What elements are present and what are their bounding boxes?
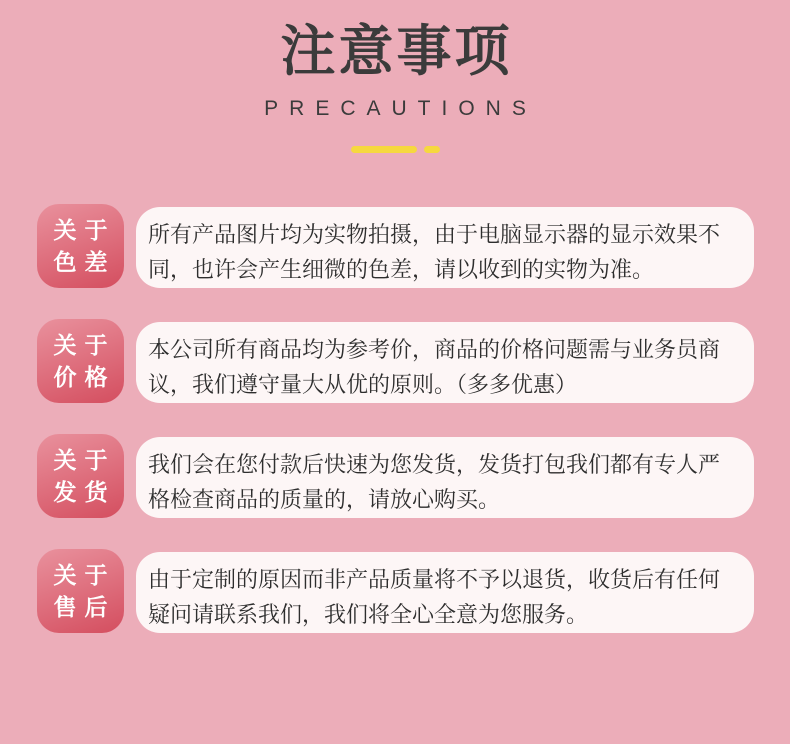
notice-item-pricing (0, 319, 790, 403)
notice-text: 本公司所有商品均为参考价，商品的价格问题需与业务员商议，我们遵守量大从优的原则。（多多优惠） (148, 337, 721, 397)
page-subtitle: PRECAUTIONS (264, 97, 537, 120)
page-title: 注意事项 (280, 20, 513, 82)
badge-label-line1: 关于 (53, 217, 116, 243)
notice-badge-pricing (37, 319, 124, 403)
notice-item-color-difference (0, 204, 790, 288)
notice-badge-shipping (37, 434, 124, 518)
notice-badge-color-difference (37, 204, 124, 288)
badge-label-line2: 价格 (53, 364, 116, 390)
notice-item-shipping (0, 434, 790, 518)
notice-card-after-sales (136, 552, 754, 633)
underline-bar-long (351, 146, 417, 153)
notice-card-shipping (136, 437, 754, 518)
badge-label-line1: 关于 (53, 447, 116, 473)
badge-label-line1: 关于 (53, 562, 116, 588)
notice-badge-after-sales (37, 549, 124, 633)
notice-text: 由于定制的原因而非产品质量将不予以退货，收货后有任何疑问请联系我们，我们将全心全意为您服务。 (148, 567, 721, 627)
badge-label-line1: 关于 (53, 332, 116, 358)
underline-bar-short (424, 146, 440, 153)
badge-label-line2: 售后 (53, 594, 116, 620)
notice-card-pricing (136, 322, 754, 403)
title-underline (0, 146, 790, 153)
notice-text: 所有产品图片均为实物拍摄，由于电脑显示器的显示效果不同，也许会产生细微的色差，请以收到的实物为准。 (148, 222, 721, 282)
section-header (0, 0, 790, 153)
notice-list (0, 204, 790, 633)
notice-text: 我们会在您付款后快速为您发货，发货打包我们都有专人严格检查商品的质量的，请放心购买。 (148, 452, 721, 512)
badge-label-line2: 发货 (53, 479, 116, 505)
notice-card-color-difference (136, 207, 754, 288)
badge-label-line2: 色差 (53, 249, 116, 275)
notice-item-after-sales (0, 549, 790, 633)
